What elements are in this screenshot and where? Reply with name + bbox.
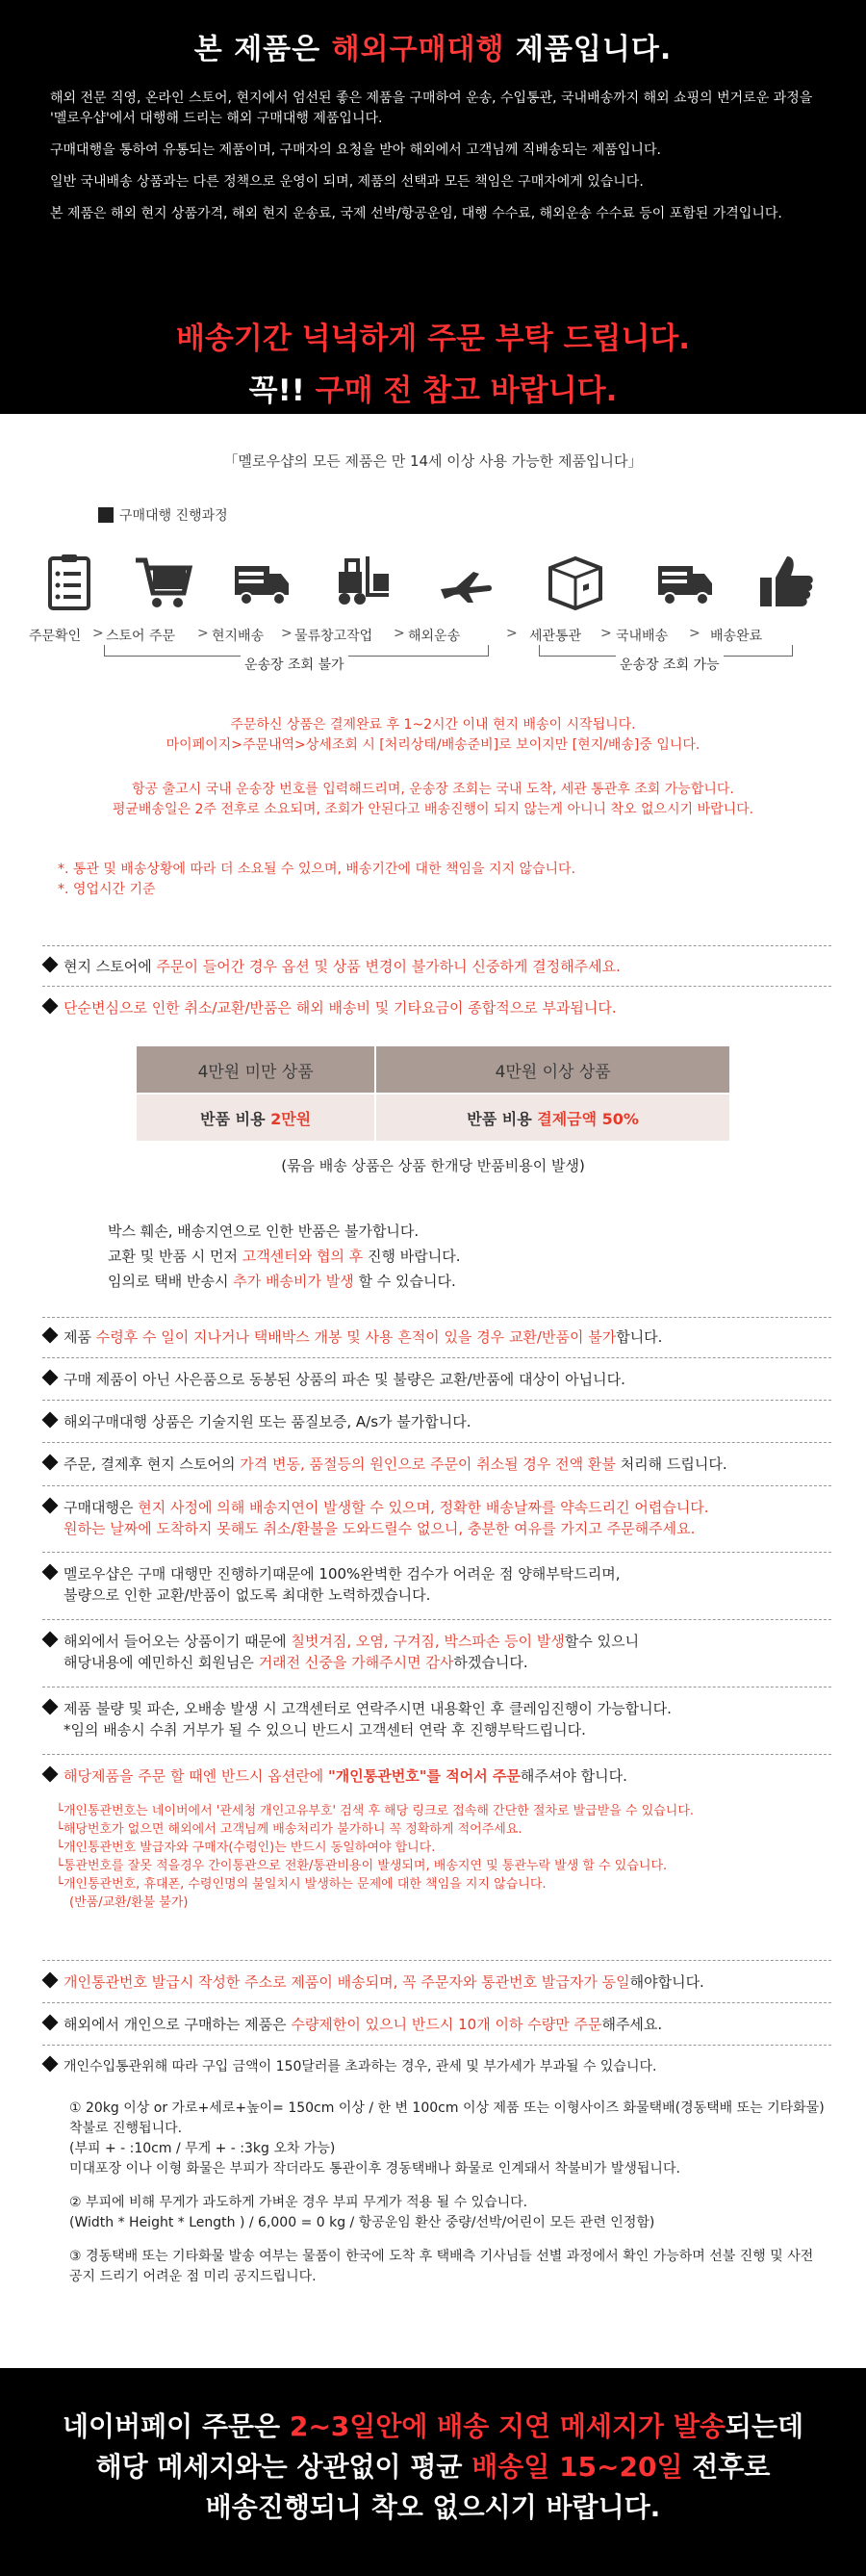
rule-text: (Width * Height * Length ) / 6,000 = 0 kg / 항공운임 환산 중량/선박/어린이 모든 관련 인정함) — [69, 2215, 655, 2230]
cell-text: 반품 비용 — [200, 1109, 271, 1128]
item-highlight: 수량제한이 있으니 반드시 10개 이하 수량만 주문 — [291, 2016, 602, 2033]
divider — [42, 1400, 831, 1401]
diamond-bullet-icon — [42, 998, 59, 1015]
diamond-bullet-icon — [42, 1632, 59, 1648]
diamond-bullet-icon — [42, 1972, 59, 1989]
cell-highlight: 2만원 — [270, 1109, 312, 1128]
banner-paragraph: 본 제품은 해외 현지 상품가격, 해외 현지 운송료, 국제 선박/항공운임, 대행 수수료, 해외운송 수수료 등이 포함된 가격입니다. — [50, 206, 782, 221]
cell-highlight: 결제금액 50% — [537, 1109, 639, 1128]
process-step: 주문확인 — [29, 629, 82, 644]
process-step: 현지배송 — [212, 629, 265, 644]
tracking-available-label: 운송장 조회 가능 — [616, 655, 724, 674]
table-cell — [136, 1094, 375, 1142]
notice-text: 단순변심으로 인한 취소/교환/반품은 해외 배송비 및 기타요금이 종합적으로 부과됩니다. — [64, 999, 617, 1017]
list-item — [42, 1631, 831, 1673]
notice-highlight: 구매 전 참고 바랍니다. — [315, 374, 618, 408]
delivery-notes — [58, 860, 828, 900]
banner-paragraph: 구매대행을 통하여 유통되는 제품이며, 구매자의 요청을 받아 해외에서 고객님께 직배송되는 제품입니다. — [50, 142, 661, 158]
square-bullet-icon — [98, 507, 114, 523]
banner-line: 배송진행되니 착오 없으시기 바랍니다. — [205, 2491, 661, 2523]
process-step: 배송완료 — [710, 629, 763, 644]
top-notice-banner — [0, 0, 866, 414]
divider — [42, 1619, 831, 1620]
rule-text: ② 부피에 비해 무게가 과도하게 가벼운 경우 부피 무게가 적용 될 수 있습니다. — [69, 2195, 528, 2210]
item-text: 해당내용에 예민하신 회원님은 — [64, 1654, 259, 1671]
item-text: 해야합니다. — [629, 1973, 704, 1991]
divider — [42, 986, 831, 987]
process-step: 스토어 주문 — [106, 629, 176, 644]
list-item — [42, 2014, 831, 2035]
condition-highlight: 추가 배송비가 발생 — [233, 1273, 354, 1290]
banner-title-part: 제품입니다. — [504, 33, 673, 66]
banner-text: 전후로 — [682, 2451, 771, 2483]
item-highlight: 꼭 주문자와 통관번호 발급자가 동일 — [402, 1973, 630, 1991]
return-conditions — [108, 1219, 781, 1294]
info-line: 항공 출고시 국내 운송장 번호를 입력해드리며, 운송장 조회는 국내 도착, 세관 통관후 조회 가능합니다. — [132, 782, 734, 797]
diamond-bullet-icon — [42, 1498, 59, 1514]
banner-line — [0, 2407, 866, 2447]
condition-line: 박스 훼손, 배송지연으로 인한 반품은 불가합니다. — [108, 1223, 420, 1240]
item-text: 할수 있으니 — [564, 1633, 640, 1650]
list-item — [42, 1327, 831, 1348]
process-title-text: 구매대행 진행과정 — [119, 508, 228, 524]
option-change-notice — [42, 956, 831, 977]
item-text: 하겠습니다. — [453, 1654, 528, 1671]
shopping-cart-icon — [132, 551, 193, 612]
customs-note: └통관번호를 잘못 적을경우 간이통관으로 전환/통관비용이 발생되며, 배송지연 및 통관누락 발생 할 수 있습니다. — [56, 1859, 668, 1873]
process-step: 세관통관 — [529, 629, 582, 644]
oversize-shipping-rules — [69, 2099, 829, 2301]
item-text: 멜로우샵은 구매 대행만 진행하기때문에 100%완벽한 검수가 어려운 점 양해부탁드리며, — [64, 1565, 621, 1583]
forklift-icon — [333, 551, 395, 612]
table-header: 4만원 미만 상품 — [136, 1045, 375, 1094]
delivery-time-notice: 배송기간 넉넉하게 주문 부탁 드립니다. — [175, 322, 691, 356]
chevron-right-icon: > — [600, 626, 612, 641]
condition-text: 임의로 택배 반송시 — [108, 1273, 234, 1290]
item-text: 해주세요. — [601, 2016, 663, 2033]
item-highlight: 수령후 수 일이 지나거나 택배박스 개봉 및 사용 흔적이 있을 경우 교환/반품이 불가 — [95, 1328, 617, 1346]
divider — [42, 1552, 831, 1553]
customs-note: └개인통관번호, 휴대폰, 수령인명의 불일치시 발생하는 문제에 대한 책임을 지지 않습니다. — [56, 1877, 547, 1892]
customs-note: └개인통관번호는 네이버에서 '관세청 개인고유부호' 검색 후 해당 링크로 접속해 간단한 절차로 발급받을 수 있습니다. — [56, 1804, 695, 1818]
banner-text: 해당 메세지와는 상관없이 평균 — [95, 2451, 472, 2483]
rule-text: ① 20kg 이상 or 가로+세로+높이= 150cm 이상 / 한 변 100cm 이상 제품 또는 이형사이즈 화물택배(경동택배 또는 기타화물) 착불로 진행됩니다. — [69, 2100, 825, 2136]
rule-text: 미대포장 이나 이형 화물은 부피가 작더라도 통관이후 경동택배나 화물로 인계돼서 착불비가 발생됩니다. — [69, 2161, 680, 2177]
age-restriction-notice: 「멜로우샵의 모든 제품은 만 14세 이상 사용 가능한 제품입니다」 — [223, 452, 643, 470]
diamond-bullet-icon — [42, 1370, 59, 1386]
item-highlight: 해당제품을 주문 할 때엔 반드시 옵션란에 — [64, 1767, 328, 1785]
banner-title — [0, 25, 866, 67]
clipboard-icon — [38, 551, 100, 612]
truck-icon — [231, 551, 293, 612]
notice-text: 현지 스토어에 — [64, 958, 157, 975]
list-item — [42, 1698, 831, 1740]
banner-paragraph: 해외 전문 직영, 온라인 스토어, 현지에서 엄선된 좋은 제품을 구매하여 운송, 수입통관, 국내배송까지 해외 쇼핑의 번거로운 과정을 '멜로우샵'에서 대행해 드리는 해외 구매대행 제품입니다. — [50, 90, 813, 126]
item-highlight: 가격 변동, 품절등의 원인으로 주문이 취소될 경우 전액 환불 — [240, 1455, 616, 1473]
process-section-title — [98, 505, 228, 525]
item-text: 개인수입통관위해 따라 구입 금액이 150달러를 초과하는 경우, 관세 및 부가세가 부과될 수 있습니다. — [64, 2059, 657, 2074]
chevron-right-icon: > — [394, 626, 405, 641]
customs-note: └개인통관번호 발급자와 구매자(수령인)는 반드시 동일하여야 합니다. — [56, 1841, 436, 1855]
condition-line — [108, 1269, 781, 1294]
process-step: 국내배송 — [616, 629, 669, 644]
customs-number-notes — [56, 1802, 845, 1912]
item-highlight: "개인통관번호"를 적어서 주문 — [327, 1767, 521, 1785]
divider — [42, 1960, 831, 1961]
item-highlight: 현지 사정에 의해 배송지연이 발생할 수 있으며, 정확한 배송날짜를 약속드리긴 어렵습니다. — [138, 1499, 709, 1516]
item-text: 불량으로 인한 교환/반품이 없도록 최대한 노력하겠습니다. — [64, 1586, 431, 1604]
chevron-right-icon: > — [197, 626, 209, 641]
item-text: *임의 배송시 수취 거부가 될 수 있으니 반드시 고객센터 연락 후 진행부탁드립니다. — [64, 1721, 586, 1739]
customs-note: (반품/교환/환불 불가) — [69, 1895, 189, 1910]
item-text: 주문, 결제후 현지 스토어의 — [64, 1455, 241, 1473]
divider — [42, 1485, 831, 1486]
diamond-bullet-icon — [42, 1699, 59, 1715]
rule-text: (부피 + - :10cm / 무게 + - :3kg 오차 가능) — [69, 2141, 336, 2156]
diamond-bullet-icon — [42, 1327, 59, 1344]
divider — [42, 945, 831, 946]
cell-text: 반품 비용 — [467, 1109, 538, 1128]
chevron-right-icon: > — [281, 626, 293, 641]
table-header: 4만원 이상 상품 — [375, 1045, 730, 1094]
condition-line — [108, 1244, 781, 1269]
item-text: 제품 — [64, 1328, 96, 1346]
list-item — [42, 1765, 831, 1787]
diamond-bullet-icon — [42, 1412, 59, 1429]
divider — [42, 2045, 831, 2046]
change-of-mind-notice — [42, 997, 831, 1018]
info-line: 주문하신 상품은 결제완료 후 1~2시간 이내 현지 배송이 시작됩니다. — [230, 717, 636, 733]
divider — [42, 1442, 831, 1443]
diamond-bullet-icon — [42, 957, 59, 973]
naverpay-notice-banner — [0, 2368, 866, 2576]
notice-emphasis: 꼭!! — [248, 374, 316, 408]
airplane-icon — [435, 551, 497, 612]
customs-note: └해당번호가 없으면 해외에서 고객님께 배송처리가 불가하니 꼭 정확하게 적어주세요. — [56, 1822, 522, 1837]
return-fee-table — [135, 1044, 731, 1143]
item-highlight: 칠벗겨짐, 오염, 구겨짐, 박스파손 등이 발생 — [291, 1633, 565, 1650]
banner-highlight: 배송일 15~20일 — [471, 2451, 683, 2483]
table-cell — [375, 1094, 730, 1142]
chevron-right-icon: > — [92, 626, 104, 641]
process-step: 물류창고작업 — [294, 629, 373, 644]
divider — [42, 1754, 831, 1755]
condition-text: 할 수 있습니다. — [353, 1273, 456, 1290]
delivery-start-info — [0, 715, 866, 756]
read-before-purchase-notice — [0, 366, 866, 409]
banner-title-highlight: 해외구매대행 — [331, 33, 505, 66]
tracking-unavailable-label: 운송장 조회 불가 — [241, 655, 348, 674]
info-line: 마이페이지>주문내역>상세조회 시 [처리상태/배송준비]로 보이지만 [현지/배송]중 입니다. — [166, 737, 700, 753]
item-highlight: 거래전 신중을 가해주시면 감사 — [258, 1654, 454, 1671]
banner-line — [0, 2447, 866, 2487]
banner-text: 되는데 — [725, 2410, 804, 2442]
list-item — [42, 1971, 831, 1993]
item-highlight: 개인통관번호 발급시 작성한 주소로 제품이 배송되며, — [64, 1973, 403, 1991]
banner-title-part: 본 제품은 — [193, 33, 332, 66]
divider — [42, 2002, 831, 2003]
process-step: 해외운송 — [408, 629, 461, 644]
info-note: *. 영업시간 기준 — [58, 882, 156, 897]
banner-highlight: 2~3일안에 배송 지연 메세지가 발송 — [289, 2410, 726, 2442]
list-item — [42, 1497, 831, 1539]
banner-text: 네이버페이 주문은 — [62, 2410, 290, 2442]
diamond-bullet-icon — [42, 2015, 59, 2031]
notice-highlight: 주문이 들어간 경우 옵션 및 상품 변경이 불가하니 신중하게 결정해주세요. — [156, 958, 621, 975]
rule-text: ③ 경동택배 또는 기타화물 발송 여부는 물품이 한국에 도착 후 택배측 기사님들 선별 과정에서 확인 가능하며 선불 진행 및 사전 공지 드리기 어려운 점 미리 공지드립니다. — [69, 2249, 814, 2284]
box-icon — [545, 551, 606, 612]
divider — [42, 1357, 831, 1358]
list-item — [42, 1369, 831, 1390]
condition-text: 진행 바랍니다. — [363, 1248, 461, 1265]
list-item — [42, 1563, 831, 1606]
item-text: 구매대행은 — [64, 1499, 139, 1516]
list-item — [42, 1454, 831, 1475]
item-text: 처리해 드립니다. — [615, 1455, 727, 1473]
info-note: *. 통관 및 배송상황에 따라 더 소요될 수 있으며, 배송기간에 대한 책임을 지지 않습니다. — [58, 862, 576, 877]
bundle-return-note: (묶음 배송 상품은 상품 한개당 반품비용이 발생) — [281, 1157, 585, 1174]
condition-text: 교환 및 반품 시 먼저 — [108, 1248, 242, 1265]
condition-highlight: 고객센터와 협의 후 — [242, 1248, 364, 1265]
item-text: 해주셔야 합니다. — [520, 1767, 627, 1785]
item-text: 구매 제품이 아닌 사은품으로 동봉된 상품의 파손 및 불량은 교환/반품에 대상이 아닙니다. — [64, 1371, 625, 1388]
diamond-bullet-icon — [42, 1564, 59, 1581]
diamond-bullet-icon — [42, 1766, 59, 1783]
divider — [42, 1317, 831, 1318]
tracking-info — [0, 780, 866, 820]
item-text: 제품 불량 및 파손, 오배송 발생 시 고객센터로 연락주시면 내용확인 후 클레임진행이 가능합니다. — [64, 1700, 672, 1717]
chevron-right-icon: > — [506, 626, 518, 641]
item-text: 해외에서 들어오는 상품이기 때문에 — [64, 1633, 292, 1650]
info-line: 평균배송일은 2주 전후로 소요되며, 조회가 안된다고 배송진행이 되지 않는게 아니니 착오 없으시기 바랍니다. — [112, 802, 754, 817]
diamond-bullet-icon — [42, 1455, 59, 1471]
banner-paragraphs — [50, 89, 820, 236]
list-item — [42, 1411, 831, 1432]
item-text: 해외구매대행 상품은 기술지원 또는 품질보증, A/s가 불가합니다. — [64, 1413, 471, 1430]
item-text: 합니다. — [616, 1328, 663, 1346]
banner-paragraph: 일반 국내배송 상품과는 다른 정책으로 운영이 되며, 제품의 선택과 모든 책임은 구매자에게 있습니다. — [50, 174, 644, 190]
list-item — [42, 2056, 831, 2077]
item-text: 해외에서 개인으로 구매하는 제품은 — [64, 2016, 292, 2033]
truck-icon — [654, 551, 716, 612]
chevron-right-icon: > — [689, 626, 700, 641]
item-highlight: 원하는 날짜에 도착하지 못해도 취소/환불을 도와드릴수 없으니, 충분한 여유를 가지고 주문해주세요. — [64, 1520, 696, 1537]
thumbs-up-icon — [756, 551, 818, 612]
diamond-bullet-icon — [42, 2056, 59, 2073]
